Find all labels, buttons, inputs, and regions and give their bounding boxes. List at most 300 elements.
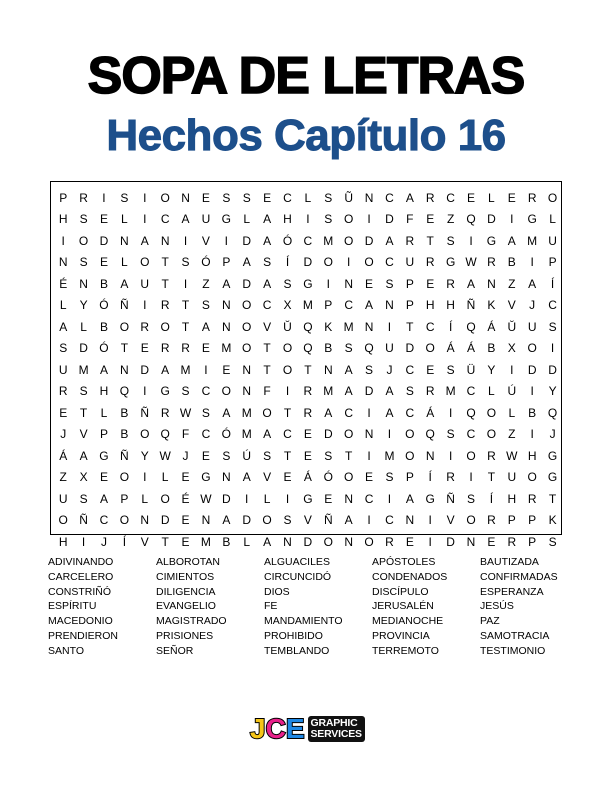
grid-cell: N <box>221 470 231 485</box>
word-list-item: PROVINCIA <box>372 629 430 642</box>
grid-cell: G <box>201 470 211 485</box>
grid-cell: N <box>221 298 231 313</box>
grid-cell: T <box>161 255 169 270</box>
grid-cell: A <box>528 276 537 291</box>
grid-cell: N <box>385 298 394 313</box>
grid-cell: I <box>510 212 514 227</box>
grid-cell: I <box>285 491 290 506</box>
grid-cell: I <box>530 384 534 399</box>
grid-cell: I <box>448 448 453 463</box>
grid-cell: S <box>324 448 333 463</box>
grid-row <box>51 467 561 489</box>
grid-cell: I <box>183 233 188 248</box>
grid-cell: V <box>263 470 272 485</box>
grid-cell: B <box>99 319 108 334</box>
grid-cell: O <box>323 255 333 270</box>
grid-row <box>51 187 561 209</box>
grid-cell: U <box>58 362 68 377</box>
grid-cell: Y <box>79 298 88 313</box>
grid-cell: C <box>283 190 292 205</box>
grid-cell: I <box>510 362 514 377</box>
grid-cell: M <box>241 405 252 420</box>
grid-cell: N <box>466 534 476 549</box>
word-list-item: DIOS <box>264 585 290 598</box>
grid-cell: R <box>425 384 435 399</box>
grid-cell: E <box>99 212 108 227</box>
grid-row <box>51 252 561 274</box>
grid-cell: A <box>263 212 272 227</box>
grid-cell: U <box>140 276 150 291</box>
grid-cell: N <box>120 362 129 377</box>
grid-cell: S <box>263 255 272 270</box>
grid-cell: R <box>446 276 455 291</box>
grid-cell: E <box>140 341 149 356</box>
logo-text-line1: GRAPHIC <box>310 717 358 729</box>
grid-cell: S <box>79 384 88 399</box>
grid-cell: A <box>344 384 353 399</box>
grid-cell: G <box>527 212 537 227</box>
logo-letter: J <box>250 713 266 744</box>
grid-cell: E <box>405 534 414 549</box>
grid-cell: Í <box>122 534 127 549</box>
grid-cell: J <box>529 298 536 313</box>
grid-cell: A <box>507 233 516 248</box>
grid-cell: T <box>79 405 88 420</box>
grid-cell: A <box>181 212 190 227</box>
grid-cell: E <box>181 534 190 549</box>
grid-cell: L <box>80 319 87 334</box>
grid-cell: A <box>222 276 231 291</box>
grid-cell: P <box>548 255 557 270</box>
grid-cell: V <box>303 513 312 528</box>
grid-cell: C <box>344 298 353 313</box>
word-list <box>48 555 578 659</box>
grid-cell: H <box>283 212 292 227</box>
word-list-item: CONFIRMADAS <box>480 570 558 583</box>
grid-cell: O <box>119 470 130 485</box>
grid-cell: I <box>387 491 392 506</box>
grid-cell: J <box>182 448 189 463</box>
grid-cell: O <box>486 427 497 442</box>
word-list-item: PAZ <box>480 615 500 628</box>
word-list-item: MANDAMIENTO <box>264 615 343 628</box>
grid-cell: I <box>550 341 555 356</box>
grid-cell: E <box>99 255 108 270</box>
grid-cell: D <box>405 341 415 356</box>
grid-cell: M <box>445 384 456 399</box>
grid-cell: M <box>323 384 334 399</box>
grid-cell: C <box>548 298 557 313</box>
grid-cell: E <box>201 190 210 205</box>
grid-cell: E <box>303 448 312 463</box>
grid-cell: Z <box>508 427 516 442</box>
grid-cell: E <box>99 470 108 485</box>
grid-cell: Ñ <box>466 298 476 313</box>
grid-cell: B <box>528 405 537 420</box>
grid-cell: O <box>343 233 354 248</box>
word-list-item: ESPÍRITU <box>48 600 97 613</box>
grid-cell: Ñ <box>79 513 88 528</box>
word-list-item: CIRCUNCIDÓ <box>264 570 332 583</box>
grid-cell: P <box>59 190 68 205</box>
grid-cell: I <box>387 427 392 442</box>
grid-cell: O <box>405 427 415 442</box>
grid-cell: I <box>367 513 371 528</box>
jce-logo <box>250 713 362 745</box>
grid-cell: D <box>242 276 252 291</box>
grid-cell: I <box>428 513 432 528</box>
grid-cell: E <box>201 448 210 463</box>
grid-cell: A <box>242 255 251 270</box>
grid-cell: L <box>488 384 495 399</box>
grid-cell: N <box>344 491 353 506</box>
grid-cell: L <box>263 491 271 506</box>
grid-cell: S <box>79 255 88 270</box>
grid-cell: C <box>385 513 394 528</box>
grid-cell: N <box>160 233 170 248</box>
grid-cell: E <box>303 427 312 442</box>
grid-cell: Ó <box>282 233 293 248</box>
grid-cell: H <box>99 384 109 399</box>
grid-cell: Ŭ <box>507 319 517 334</box>
grid-cell: S <box>446 362 455 377</box>
grid-cell: A <box>405 190 414 205</box>
grid-cell: O <box>119 319 130 334</box>
grid-cell: M <box>343 319 354 334</box>
grid-cell: J <box>60 427 67 442</box>
grid-cell: H <box>58 534 68 549</box>
grid-cell: O <box>466 448 476 463</box>
grid-cell: O <box>282 341 293 356</box>
grid-cell: B <box>120 405 129 420</box>
grid-cell: O <box>466 513 476 528</box>
grid-cell: S <box>385 470 394 485</box>
grid-cell: F <box>406 212 414 227</box>
grid-cell: N <box>487 276 496 291</box>
word-list-item: SANTO <box>48 644 84 657</box>
grid-cell: A <box>161 362 170 377</box>
grid-cell: M <box>384 448 395 463</box>
grid-cell: D <box>446 534 455 549</box>
grid-cell: C <box>364 491 374 506</box>
grid-cell: B <box>222 534 231 549</box>
grid-cell: C <box>446 190 455 205</box>
word-list-item: DILIGENCIA <box>156 585 216 598</box>
grid-cell: R <box>303 405 313 420</box>
grid-cell: D <box>364 233 374 248</box>
grid-cell: G <box>303 276 313 291</box>
grid-cell: S <box>242 190 251 205</box>
word-list-item: PRENDIERON <box>48 629 119 642</box>
grid-cell: S <box>79 491 88 506</box>
word-list-item: JERUSALÉN <box>372 600 434 613</box>
grid-cell: W <box>159 448 171 463</box>
grid-cell: D <box>221 491 231 506</box>
grid-cell: L <box>508 405 516 420</box>
grid-cell: U <box>548 233 557 248</box>
grid-cell: Q <box>119 384 130 399</box>
grid-cell: I <box>285 384 290 399</box>
grid-cell: N <box>221 319 231 334</box>
grid-cell: Z <box>446 212 455 227</box>
word-list-item: TESTIMONIO <box>480 644 546 657</box>
grid-cell: Á <box>59 448 68 463</box>
grid-cell: Ũ <box>344 190 353 205</box>
grid-cell: G <box>547 448 558 463</box>
grid-cell: C <box>405 405 415 420</box>
word-list-item: ESPERANZA <box>480 585 544 598</box>
grid-cell: A <box>263 427 272 442</box>
grid-cell: Ú <box>507 384 517 399</box>
grid-cell: R <box>487 513 496 528</box>
grid-cell: C <box>99 513 109 528</box>
grid-cell: E <box>181 470 190 485</box>
word-list-item: TERREMOTO <box>372 644 439 657</box>
grid-cell: R <box>160 341 170 356</box>
grid-cell: Ü <box>466 362 476 377</box>
grid-cell: N <box>283 534 292 549</box>
grid-cell: S <box>222 448 231 463</box>
grid-cell: O <box>486 405 497 420</box>
grid-cell: S <box>344 341 353 356</box>
page-title: SOPA DE LETRAS <box>87 47 525 105</box>
grid-cell: Í <box>285 255 290 270</box>
grid-cell: D <box>242 513 252 528</box>
grid-cell: O <box>160 491 170 506</box>
grid-cell: S <box>548 534 557 549</box>
grid-cell: T <box>344 448 353 463</box>
grid-cell: O <box>140 255 150 270</box>
grid-cell: A <box>385 384 394 399</box>
grid-cell: K <box>324 319 333 334</box>
grid-cell: M <box>527 233 538 248</box>
grid-cell: O <box>547 190 558 205</box>
grid-cell: P <box>528 513 537 528</box>
grid-cell: N <box>364 190 374 205</box>
grid-cell: T <box>181 319 190 334</box>
grid-cell: J <box>549 427 556 442</box>
grid-cell: C <box>160 212 170 227</box>
grid-cell: Ñ <box>140 405 150 420</box>
grid-cell: M <box>221 341 232 356</box>
grid-cell: Ó <box>323 470 333 485</box>
grid-cell: P <box>405 470 414 485</box>
grid-cell: V <box>79 427 88 442</box>
grid-cell: E <box>426 276 435 291</box>
word-list-item: PROHIBIDO <box>264 629 323 642</box>
grid-cell: I <box>306 212 310 227</box>
grid-cell: M <box>323 233 334 248</box>
grid-cell: L <box>100 405 108 420</box>
grid-cell: D <box>303 255 313 270</box>
grid-cell: M <box>200 534 211 549</box>
grid-cell: T <box>263 341 271 356</box>
grid-cell: Q <box>466 405 476 420</box>
grid-cell: L <box>488 190 495 205</box>
grid-cell: T <box>120 341 129 356</box>
grid-cell: R <box>487 448 496 463</box>
grid-cell: N <box>344 276 353 291</box>
grid-cell: U <box>507 470 517 485</box>
grid-cell: D <box>385 212 394 227</box>
grid-cell: O <box>343 212 354 227</box>
grid-cell: N <box>79 276 88 291</box>
grid-cell: I <box>143 212 147 227</box>
grid-cell: A <box>263 534 272 549</box>
grid-cell: N <box>364 319 374 334</box>
grid-cell: E <box>222 362 231 377</box>
logo-letters <box>250 713 305 745</box>
grid-cell: L <box>243 534 251 549</box>
grid-cell: O <box>58 513 68 528</box>
grid-cell: R <box>527 491 537 506</box>
grid-cell: N <box>242 362 252 377</box>
grid-cell: E <box>201 341 210 356</box>
grid-cell: N <box>242 384 252 399</box>
grid-cell: E <box>59 405 68 420</box>
word-list-item: APÓSTOLES <box>372 556 436 568</box>
grid-cell: Q <box>303 319 313 334</box>
grid-cell: M <box>241 427 252 442</box>
grid-cell: A <box>99 491 108 506</box>
grid-cell: I <box>143 298 147 313</box>
grid-cell: I <box>387 319 392 334</box>
grid-cell: Í <box>448 319 453 334</box>
letter-grid <box>51 187 561 553</box>
grid-cell: Ñ <box>323 513 333 528</box>
word-list-item: MEDIANOCHE <box>372 615 444 628</box>
grid-cell: T <box>406 319 414 334</box>
grid-cell: L <box>141 491 149 506</box>
grid-cell: A <box>140 233 149 248</box>
grid-cell: B <box>324 341 333 356</box>
grid-cell: Z <box>508 276 516 291</box>
grid-cell: I <box>143 190 147 205</box>
grid-row <box>51 402 561 424</box>
grid-cell: G <box>303 491 313 506</box>
grid-cell: W <box>200 491 212 506</box>
grid-cell: O <box>343 427 354 442</box>
grid-cell: U <box>527 319 537 334</box>
grid-cell: I <box>204 362 208 377</box>
grid-row <box>51 445 561 467</box>
grid-cell: Q <box>303 341 313 356</box>
grid-cell: D <box>303 534 313 549</box>
grid-cell: S <box>79 212 88 227</box>
grid-row <box>51 209 561 231</box>
grid-row <box>51 531 561 553</box>
grid-cell: Q <box>160 427 170 442</box>
grid-cell: S <box>120 190 129 205</box>
grid-cell: D <box>242 233 252 248</box>
word-list-item: MACEDONIO <box>48 615 113 628</box>
grid-cell: O <box>140 427 150 442</box>
grid-cell: H <box>527 448 537 463</box>
grid-cell: I <box>448 405 453 420</box>
logo-letter: E <box>285 713 305 744</box>
grid-cell: M <box>180 362 191 377</box>
grid-cell: C <box>201 427 211 442</box>
grid-cell: T <box>161 276 169 291</box>
grid-cell: R <box>303 384 313 399</box>
grid-cell: A <box>120 276 129 291</box>
grid-cell: G <box>221 212 231 227</box>
grid-cell: L <box>121 212 128 227</box>
grid-cell: V <box>140 534 149 549</box>
grid-cell: E <box>365 470 374 485</box>
grid-cell: Í <box>489 491 494 506</box>
grid-cell: G <box>425 491 435 506</box>
grid-cell: Y <box>487 362 496 377</box>
grid-cell: F <box>263 384 271 399</box>
grid-cell: T <box>548 491 557 506</box>
grid-cell: S <box>283 276 292 291</box>
grid-cell: Q <box>547 405 558 420</box>
word-list-item: SAMOTRACIA <box>480 629 550 642</box>
grid-cell: O <box>527 470 537 485</box>
grid-cell: O <box>242 341 252 356</box>
grid-cell: O <box>160 190 170 205</box>
grid-cell: A <box>263 276 272 291</box>
grid-cell: N <box>140 513 150 528</box>
grid-cell: A <box>99 362 108 377</box>
grid-cell: T <box>426 233 434 248</box>
grid-cell: Á <box>426 405 435 420</box>
grid-cell: U <box>201 212 211 227</box>
grid-cell: H <box>446 298 455 313</box>
grid-cell: Á <box>446 341 455 356</box>
grid-cell: R <box>79 190 88 205</box>
grid-cell: N <box>425 448 435 463</box>
grid-cell: A <box>405 491 414 506</box>
grid-cell: S <box>181 384 190 399</box>
grid-cell: D <box>548 362 557 377</box>
grid-cell: Ñ <box>120 448 129 463</box>
grid-row <box>51 273 561 295</box>
grid-cell: Q <box>466 319 476 334</box>
grid-cell: W <box>506 448 518 463</box>
grid-cell: O <box>282 362 293 377</box>
grid-cell: D <box>323 427 333 442</box>
grid-cell: B <box>507 255 516 270</box>
grid-cell: O <box>364 534 374 549</box>
grid-cell: O <box>160 319 170 334</box>
grid-cell: N <box>120 233 129 248</box>
grid-cell: E <box>426 362 435 377</box>
grid-cell: N <box>58 255 68 270</box>
grid-cell: D <box>99 233 109 248</box>
grid-cell: C <box>466 427 476 442</box>
grid-cell: C <box>303 233 313 248</box>
grid-cell: S <box>324 212 333 227</box>
grid-cell: B <box>120 427 129 442</box>
grid-row <box>51 488 561 510</box>
grid-cell: R <box>385 534 394 549</box>
grid-cell: Á <box>303 470 312 485</box>
word-list-item: BAUTIZADA <box>480 556 539 568</box>
grid-cell: Z <box>202 276 210 291</box>
grid-row <box>51 230 561 252</box>
grid-cell: O <box>78 233 89 248</box>
word-list-item: ADIVINANDO <box>48 556 114 568</box>
grid-row <box>51 381 561 403</box>
grid-cell: B <box>487 341 496 356</box>
word-list-item: SEÑOR <box>156 644 194 657</box>
grid-cell: N <box>344 534 353 549</box>
grid-cell: T <box>161 534 169 549</box>
grid-cell: V <box>263 319 272 334</box>
grid-cell: R <box>527 190 537 205</box>
